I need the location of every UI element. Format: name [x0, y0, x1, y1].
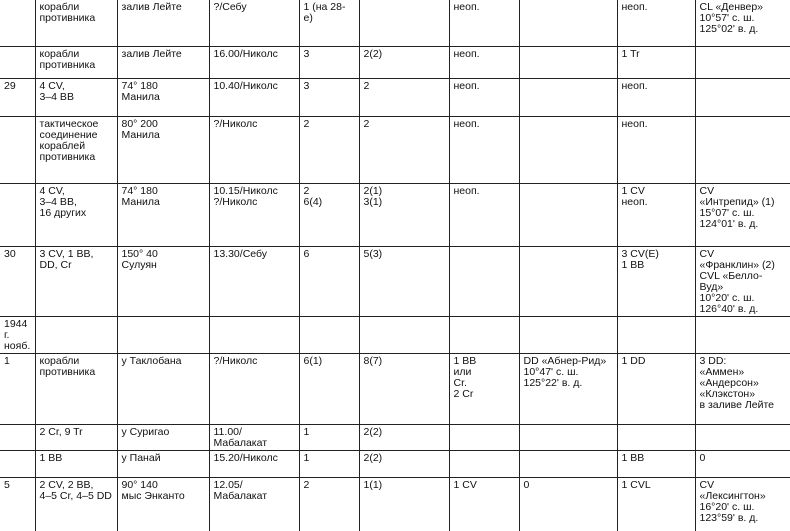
losses-cell	[359, 316, 449, 353]
ship-cell: 0	[695, 450, 790, 477]
sorties-cell: 2 6(4)	[299, 183, 359, 246]
hits-claimed-cell	[449, 246, 519, 316]
time-base-cell: 10.40/Николс	[209, 78, 299, 116]
hits-claimed-cell: неоп.	[449, 183, 519, 246]
time-base-cell: ?/Себу	[209, 0, 299, 46]
hits-claimed-cell	[449, 424, 519, 450]
date-cell: 1	[0, 353, 35, 424]
damage-detail-cell	[519, 78, 617, 116]
sorties-cell: 1 (на 28-е)	[299, 0, 359, 46]
location-cell: 74° 180 Манила	[117, 78, 209, 116]
date-cell	[0, 46, 35, 78]
table-row	[0, 424, 790, 450]
location-cell: 90° 140 мыс Энканто	[117, 477, 209, 531]
table-row	[0, 450, 790, 477]
losses-cell: 2	[359, 78, 449, 116]
ship-cell: CV «Лексингтон» 16°20' с. ш. 123°59' в. д.	[695, 477, 790, 531]
hits-claimed-cell: неоп.	[449, 46, 519, 78]
location-cell: залив Лейте	[117, 0, 209, 46]
table-row	[0, 0, 790, 46]
location-cell: 150° 40 Сулуян	[117, 246, 209, 316]
time-base-cell: ?/Николс	[209, 353, 299, 424]
table-row	[0, 46, 790, 78]
us-damage-cell: неоп.	[617, 0, 695, 46]
date-cell: 30	[0, 246, 35, 316]
us-damage-cell: 1 CVL	[617, 477, 695, 531]
ship-cell: CL «Денвер» 10°57' с. ш. 125°02' в. д.	[695, 0, 790, 46]
sorties-cell: 2	[299, 477, 359, 531]
target-cell: 2 CV, 2 BB, 4–5 Cr, 4–5 DD	[35, 477, 117, 531]
date-cell	[0, 0, 35, 46]
hits-claimed-cell: 1 CV	[449, 477, 519, 531]
target-cell: 4 CV, 3–4 BB	[35, 78, 117, 116]
us-damage-cell	[617, 316, 695, 353]
us-damage-cell: неоп.	[617, 78, 695, 116]
ship-cell	[695, 78, 790, 116]
us-damage-cell: неоп.	[617, 116, 695, 183]
target-cell: корабли противника	[35, 0, 117, 46]
table-row	[0, 477, 790, 531]
damage-detail-cell	[519, 450, 617, 477]
table-row	[0, 316, 790, 353]
losses-cell: 1(1)	[359, 477, 449, 531]
damage-detail-cell	[519, 246, 617, 316]
hits-claimed-cell: неоп.	[449, 116, 519, 183]
location-cell: у Суригао	[117, 424, 209, 450]
damage-detail-cell: 0	[519, 477, 617, 531]
date-cell: 5	[0, 477, 35, 531]
date-cell	[0, 183, 35, 246]
target-cell: 2 Cr, 9 Tr	[35, 424, 117, 450]
sorties-cell	[299, 316, 359, 353]
location-cell: у Панай	[117, 450, 209, 477]
time-base-cell: 10.15/Николс ?/Николс	[209, 183, 299, 246]
target-cell: 3 CV, 1 BB, DD, Cr	[35, 246, 117, 316]
losses-cell: 2(2)	[359, 450, 449, 477]
date-cell	[0, 450, 35, 477]
location-cell: 74° 180 Манила	[117, 183, 209, 246]
table-row	[0, 78, 790, 116]
ship-cell: CV «Интрепид» (1) 15°07' с. ш. 124°01' в. д.	[695, 183, 790, 246]
time-base-cell	[209, 316, 299, 353]
time-base-cell: 11.00/Мабалакат	[209, 424, 299, 450]
ship-cell	[695, 316, 790, 353]
damage-detail-cell	[519, 46, 617, 78]
table-row	[0, 353, 790, 424]
date-cell	[0, 116, 35, 183]
us-damage-cell	[617, 424, 695, 450]
target-cell: корабли противника	[35, 353, 117, 424]
ship-cell: 3 DD: «Аммен» «Андерсон» «Клэкстон» в заливе Лейте	[695, 353, 790, 424]
ship-cell	[695, 424, 790, 450]
target-cell	[35, 316, 117, 353]
table-row	[0, 246, 790, 316]
location-cell: залив Лейте	[117, 46, 209, 78]
target-cell: 1 BB	[35, 450, 117, 477]
us-damage-cell: 1 DD	[617, 353, 695, 424]
location-cell: у Таклобана	[117, 353, 209, 424]
date-cell	[0, 424, 35, 450]
sorties-cell: 1	[299, 424, 359, 450]
losses-cell: 8(7)	[359, 353, 449, 424]
ship-cell	[695, 116, 790, 183]
sorties-cell: 1	[299, 450, 359, 477]
target-cell: 4 CV, 3–4 BB, 16 других	[35, 183, 117, 246]
ship-cell	[695, 46, 790, 78]
date-cell: 1944 г. нояб.	[0, 316, 35, 353]
losses-cell: 2(1) 3(1)	[359, 183, 449, 246]
damage-detail-cell	[519, 0, 617, 46]
hits-claimed-cell	[449, 316, 519, 353]
time-base-cell: 16.00/Николс	[209, 46, 299, 78]
ship-cell: CV «Франклин» (2) CVL «Белло-Вуд» 10°20' с. ш. 126°40' в. д.	[695, 246, 790, 316]
table-row	[0, 116, 790, 183]
sorties-cell: 3	[299, 46, 359, 78]
location-cell: 80° 200 Манила	[117, 116, 209, 183]
sorties-cell: 3	[299, 78, 359, 116]
losses-cell: 5(3)	[359, 246, 449, 316]
hits-claimed-cell: неоп.	[449, 78, 519, 116]
losses-cell: 2(2)	[359, 46, 449, 78]
target-cell: тактическое соединение кораблей противника	[35, 116, 117, 183]
sorties-cell: 6	[299, 246, 359, 316]
time-base-cell: ?/Николс	[209, 116, 299, 183]
date-cell: 29	[0, 78, 35, 116]
damage-detail-cell	[519, 116, 617, 183]
time-base-cell: 12.05/Мабалакат	[209, 477, 299, 531]
time-base-cell: 15.20/Николс	[209, 450, 299, 477]
us-damage-cell: 1 CV неоп.	[617, 183, 695, 246]
hits-claimed-cell	[449, 450, 519, 477]
us-damage-cell: 1 BB	[617, 450, 695, 477]
hits-claimed-cell: неоп.	[449, 0, 519, 46]
us-damage-cell: 1 Tr	[617, 46, 695, 78]
losses-cell: 2	[359, 116, 449, 183]
sorties-cell: 2	[299, 116, 359, 183]
us-damage-cell: 3 CV(E) 1 BB	[617, 246, 695, 316]
damage-detail-cell	[519, 424, 617, 450]
damage-detail-cell	[519, 183, 617, 246]
losses-cell: 2(2)	[359, 424, 449, 450]
table-row	[0, 183, 790, 246]
damage-detail-cell: DD «Абнер-Рид» 10°47' с. ш. 125°22' в. д.	[519, 353, 617, 424]
sorties-cell: 6(1)	[299, 353, 359, 424]
damage-detail-cell	[519, 316, 617, 353]
losses-cell	[359, 0, 449, 46]
target-cell: корабли противника	[35, 46, 117, 78]
hits-claimed-cell: 1 BB или Cr. 2 Cr	[449, 353, 519, 424]
time-base-cell: 13.30/Себу	[209, 246, 299, 316]
location-cell	[117, 316, 209, 353]
